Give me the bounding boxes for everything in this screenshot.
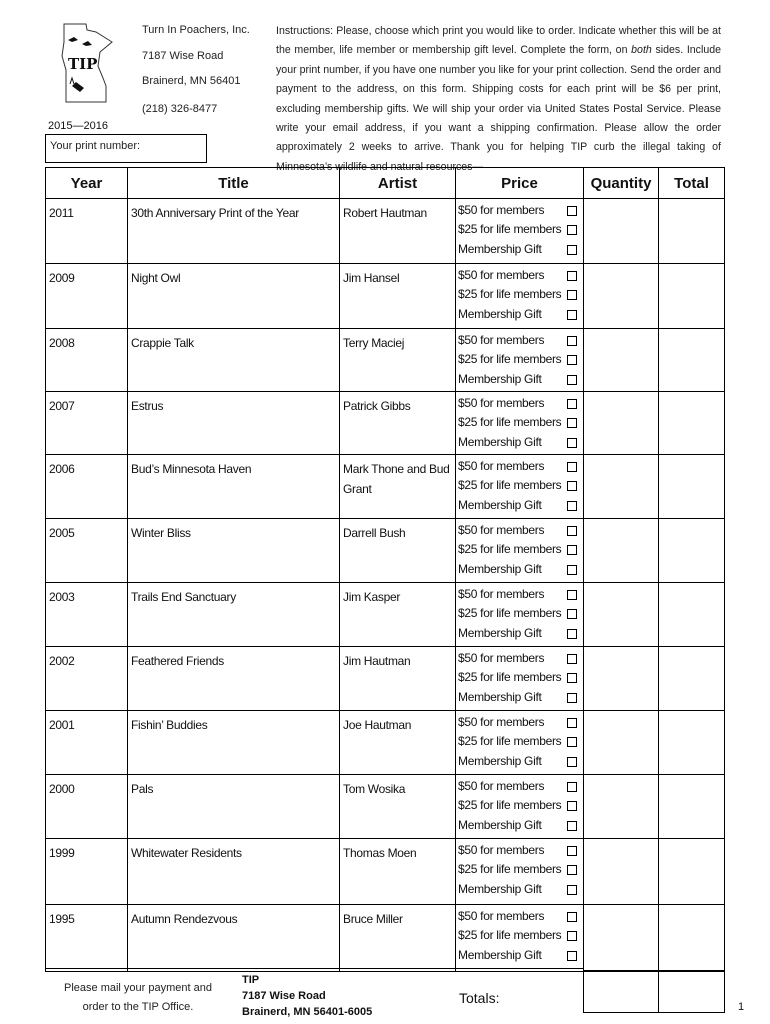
artist-cell-text: Darrell Bush — [343, 526, 406, 540]
artist-cell — [340, 775, 456, 839]
year-cell — [46, 839, 128, 905]
header-title: Title — [128, 168, 340, 199]
title-cell-text: Trails End Sanctuary — [131, 590, 236, 604]
price-option — [456, 350, 583, 369]
quantity-cell[interactable] — [584, 392, 659, 455]
price-option — [456, 370, 583, 389]
price-option-checkbox[interactable] — [567, 718, 577, 728]
artist-cell — [340, 264, 456, 329]
table-row — [46, 199, 725, 264]
price-option-label: $25 for life members — [458, 862, 562, 877]
price-option — [456, 668, 583, 687]
price-option-label: $50 for members — [458, 909, 545, 923]
price-option — [456, 331, 583, 350]
price-option — [456, 946, 583, 965]
price-option-label: $50 for members — [458, 651, 545, 665]
address-street: 7187 Wise Road — [242, 990, 326, 1002]
price-cell — [456, 519, 584, 583]
season-label: 2015—2016 — [48, 120, 108, 132]
org-street: 7187 Wise Road — [142, 50, 224, 62]
quantity-cell[interactable] — [584, 711, 659, 775]
price-option — [456, 476, 583, 495]
year-cell — [46, 392, 128, 455]
mail-line-2: order to the TIP Office. — [82, 1001, 194, 1013]
price-option-checkbox[interactable] — [567, 245, 577, 255]
print-number-field[interactable] — [45, 134, 207, 163]
artist-cell — [340, 519, 456, 583]
print-number-label: Your print number: — [50, 140, 141, 152]
price-option — [456, 285, 583, 304]
quantity-cell[interactable] — [584, 519, 659, 583]
price-option-label: $25 for life members — [458, 606, 562, 621]
title-cell-text: Estrus — [131, 399, 164, 413]
price-cell — [456, 199, 584, 264]
quantity-cell[interactable] — [584, 329, 659, 392]
year-cell-text: 2008 — [49, 336, 75, 350]
price-option-checkbox[interactable] — [567, 438, 577, 448]
price-option-label: $25 for life members — [458, 670, 562, 685]
price-cell — [456, 839, 584, 905]
tip-logo — [56, 22, 116, 104]
address-city: Brainerd, MN 56401-6005 — [242, 1006, 373, 1018]
price-option-checkbox[interactable] — [567, 654, 577, 664]
price-cell — [456, 455, 584, 519]
price-cell — [456, 329, 584, 392]
table-row — [46, 519, 725, 583]
header-artist: Artist — [340, 168, 456, 199]
mail-line-1: Please mail your payment and — [64, 982, 212, 994]
title-cell-text: Crappie Talk — [131, 336, 194, 350]
price-option-checkbox[interactable] — [567, 912, 577, 922]
price-option-checkbox[interactable] — [567, 673, 577, 683]
artist-cell — [340, 583, 456, 647]
year-cell-text: 2001 — [49, 718, 75, 732]
price-option — [456, 604, 583, 623]
price-option-label: Membership Gift — [458, 306, 542, 321]
price-cell — [456, 264, 584, 329]
title-cell-text: Pals — [131, 782, 154, 796]
price-option — [456, 926, 583, 945]
table-row — [46, 455, 725, 519]
total-cell[interactable] — [659, 329, 725, 392]
price-option-checkbox[interactable] — [567, 225, 577, 235]
price-option-label: $25 for life members — [458, 928, 562, 943]
year-cell-text: 2007 — [49, 399, 75, 413]
title-cell — [128, 775, 340, 839]
price-option-label: $50 for members — [458, 459, 545, 473]
price-option-checkbox[interactable] — [567, 375, 577, 385]
year-cell-text: 2002 — [49, 654, 75, 668]
price-option-label: $50 for members — [458, 396, 545, 410]
artist-cell — [340, 905, 456, 972]
artist-cell-text: Tom Wosika — [343, 782, 406, 796]
price-option-checkbox[interactable] — [567, 310, 577, 320]
mailing-address — [242, 972, 372, 1020]
price-option-label: $50 for members — [458, 715, 545, 729]
title-cell — [128, 264, 340, 329]
price-option — [456, 841, 583, 860]
price-option-label: Membership Gift — [458, 434, 542, 449]
title-cell — [128, 839, 340, 905]
price-option — [456, 240, 583, 259]
price-option — [456, 220, 583, 239]
title-cell — [128, 455, 340, 519]
price-option-label: Membership Gift — [458, 371, 542, 386]
price-option-checkbox[interactable] — [567, 737, 577, 747]
title-cell-text: Winter Bliss — [131, 526, 191, 540]
price-option — [456, 732, 583, 751]
title-cell — [128, 392, 340, 455]
total-cell[interactable] — [659, 519, 725, 583]
price-option — [456, 649, 583, 668]
price-option-label: Membership Gift — [458, 625, 542, 640]
price-option-label: Membership Gift — [458, 947, 542, 962]
quantity-cell[interactable] — [584, 905, 659, 972]
price-option-label: Membership Gift — [458, 881, 542, 896]
year-cell-text: 1999 — [49, 846, 75, 860]
table-header-row — [46, 168, 725, 199]
total-cell[interactable] — [659, 647, 725, 711]
org-phone: (218) 326-8477 — [142, 103, 218, 115]
order-table-body — [46, 199, 725, 972]
artist-cell-text: Terry Maciej — [343, 336, 405, 350]
price-option — [456, 560, 583, 579]
price-option-label: $50 for members — [458, 587, 545, 601]
price-option — [456, 433, 583, 452]
price-option-checkbox[interactable] — [567, 462, 577, 472]
title-cell — [128, 583, 340, 647]
price-option — [456, 713, 583, 732]
artist-cell-text: Jim Hansel — [343, 271, 400, 285]
title-cell — [128, 329, 340, 392]
artist-cell — [340, 647, 456, 711]
price-option-checkbox[interactable] — [567, 865, 577, 875]
table-row — [46, 905, 725, 972]
price-option-label: $25 for life members — [458, 287, 562, 302]
price-option-checkbox[interactable] — [567, 951, 577, 961]
instructions-emphasis: both — [631, 44, 652, 57]
price-option — [456, 413, 583, 432]
price-option-checkbox[interactable] — [567, 629, 577, 639]
price-option-checkbox[interactable] — [567, 693, 577, 703]
price-option — [456, 305, 583, 324]
artist-cell — [340, 199, 456, 264]
price-option-label: $50 for members — [458, 268, 545, 282]
price-option — [456, 777, 583, 796]
price-option-checkbox[interactable] — [567, 271, 577, 281]
title-cell-text: Autumn Rendezvous — [131, 912, 238, 926]
total-cell[interactable] — [659, 264, 725, 329]
year-cell-text: 2005 — [49, 526, 75, 540]
price-option — [456, 816, 583, 835]
price-option — [456, 201, 583, 220]
price-option — [456, 266, 583, 285]
quantity-cell[interactable] — [584, 455, 659, 519]
price-option — [456, 860, 583, 879]
price-option-checkbox[interactable] — [567, 609, 577, 619]
price-option-checkbox[interactable] — [567, 336, 577, 346]
price-option-label: Membership Gift — [458, 561, 542, 576]
artist-cell — [340, 329, 456, 392]
order-table — [45, 167, 725, 972]
price-option-label: $25 for life members — [458, 415, 562, 430]
year-cell-text: 2011 — [49, 206, 74, 220]
header-total: Total — [659, 168, 725, 199]
price-option-checkbox[interactable] — [567, 206, 577, 216]
title-cell-text: Whitewater Residents — [131, 846, 242, 860]
total-cell[interactable] — [659, 905, 725, 972]
year-cell — [46, 519, 128, 583]
year-cell — [46, 647, 128, 711]
artist-cell-text: Jim Kasper — [343, 590, 401, 604]
price-option-checkbox[interactable] — [567, 782, 577, 792]
title-cell-text: Night Owl — [131, 271, 181, 285]
price-option-label: $25 for life members — [458, 542, 562, 557]
price-option-checkbox[interactable] — [567, 846, 577, 856]
price-option-label: Membership Gift — [458, 753, 542, 768]
price-option — [456, 496, 583, 515]
quantity-cell[interactable] — [584, 264, 659, 329]
price-option-label: $25 for life members — [458, 734, 562, 749]
title-cell — [128, 199, 340, 264]
quantity-cell[interactable] — [584, 583, 659, 647]
price-option-label: $50 for members — [458, 779, 545, 793]
table-row — [46, 839, 725, 905]
price-option-checkbox[interactable] — [567, 355, 577, 365]
price-cell — [456, 392, 584, 455]
artist-cell-text: Joe Hautman — [343, 718, 412, 732]
totals-label: Totals: — [459, 990, 500, 1006]
artist-cell-text: Jim Hautman — [343, 654, 411, 668]
price-option-label: $25 for life members — [458, 478, 562, 493]
price-option-checkbox[interactable] — [567, 526, 577, 536]
price-option-label: $50 for members — [458, 203, 545, 217]
price-option-label: Membership Gift — [458, 689, 542, 704]
footer-rule — [45, 968, 583, 969]
total-cell[interactable] — [659, 839, 725, 905]
price-option-label: $25 for life members — [458, 222, 562, 237]
title-cell-text: 30th Anniversary Print of the Year — [131, 206, 299, 220]
total-cell[interactable] — [659, 199, 725, 264]
year-cell — [46, 905, 128, 972]
instructions — [276, 22, 721, 177]
address-name: TIP — [242, 974, 260, 986]
price-option-checkbox[interactable] — [567, 590, 577, 600]
title-cell-text: Feathered Friends — [131, 654, 224, 668]
header-quantity: Quantity — [584, 168, 659, 199]
artist-cell — [340, 711, 456, 775]
table-row — [46, 583, 725, 647]
price-option — [456, 796, 583, 815]
year-cell-text: 2009 — [49, 271, 75, 285]
price-option — [456, 540, 583, 559]
price-option-label: $50 for members — [458, 333, 545, 347]
price-option-checkbox[interactable] — [567, 821, 577, 831]
price-option — [456, 624, 583, 643]
price-cell — [456, 775, 584, 839]
year-cell-text: 1995 — [49, 912, 75, 926]
artist-cell-text: Bruce Miller — [343, 912, 403, 926]
price-option-label: Membership Gift — [458, 497, 542, 512]
price-option-label: $25 for life members — [458, 352, 562, 367]
artist-cell — [340, 392, 456, 455]
mail-instructions — [48, 979, 228, 1017]
price-option — [456, 457, 583, 476]
year-cell — [46, 455, 128, 519]
year-cell — [46, 583, 128, 647]
total-cell[interactable] — [659, 392, 725, 455]
year-cell — [46, 775, 128, 839]
title-cell — [128, 647, 340, 711]
total-quantity-field[interactable] — [583, 970, 659, 1013]
total-cell[interactable] — [659, 455, 725, 519]
price-option-label: Membership Gift — [458, 817, 542, 832]
price-option-label: $50 for members — [458, 523, 545, 537]
price-option-checkbox[interactable] — [567, 931, 577, 941]
total-amount-field[interactable] — [658, 970, 725, 1013]
price-option-checkbox[interactable] — [567, 290, 577, 300]
artist-cell — [340, 455, 456, 519]
price-option-label: $50 for members — [458, 843, 545, 857]
total-cell[interactable] — [659, 583, 725, 647]
title-cell — [128, 519, 340, 583]
price-option — [456, 688, 583, 707]
table-row — [46, 392, 725, 455]
table-row — [46, 711, 725, 775]
title-cell — [128, 711, 340, 775]
header-year: Year — [46, 168, 128, 199]
artist-cell-text: Robert Hautman — [343, 206, 427, 220]
total-cell[interactable] — [659, 775, 725, 839]
quantity-cell[interactable] — [584, 839, 659, 905]
price-option-checkbox[interactable] — [567, 399, 577, 409]
artist-cell-text: Patrick Gibbs — [343, 399, 411, 413]
price-option — [456, 907, 583, 926]
price-option-label: Membership Gift — [458, 241, 542, 256]
year-cell-text: 2006 — [49, 462, 75, 476]
artist-cell-text: Mark Thone and Bud Grant — [343, 462, 450, 496]
header-price: Price — [456, 168, 584, 199]
price-option-checkbox[interactable] — [567, 481, 577, 491]
price-cell — [456, 905, 584, 972]
price-option — [456, 585, 583, 604]
price-option-checkbox[interactable] — [567, 885, 577, 895]
title-cell-text: Bud’s Minnesota Haven — [131, 462, 252, 476]
price-option-checkbox[interactable] — [567, 757, 577, 767]
price-cell — [456, 583, 584, 647]
quantity-cell[interactable] — [584, 199, 659, 264]
artist-cell-text: Thomas Moen — [343, 846, 417, 860]
table-row — [46, 329, 725, 392]
logo-text: TIP — [68, 55, 98, 73]
org-city: Brainerd, MN 56401 — [142, 75, 241, 87]
year-cell-text: 2003 — [49, 590, 75, 604]
title-cell-text: Fishin’ Buddies — [131, 718, 208, 732]
price-option — [456, 880, 583, 899]
price-cell — [456, 711, 584, 775]
instructions-part1: Instructions: Please, choose which print you would like to order. Indicate whether this will be at the member, life member or membership gift level. Complete the form, on — [276, 25, 721, 57]
year-cell-text: 2000 — [49, 782, 75, 796]
total-cell[interactable] — [659, 711, 725, 775]
table-row — [46, 775, 725, 839]
instructions-part2: sides. Include your print number, if you have one number you like for your print collection. Send the order and payment to the address, on this form. Shipping costs for each print will be $6 per print, excluding membership gifts. We will ship your order via United States Postal Service. Please write your email address, if you want a shipping confirmation. Please allow the order approximately 2 weeks to arrive. Thank you for helping TIP curb the illegal taking of Minnesota’s wildlife and natural resources— — [276, 44, 721, 173]
quantity-cell[interactable] — [584, 647, 659, 711]
org-name: Turn In Poachers, Inc. — [142, 24, 250, 36]
table-row — [46, 264, 725, 329]
price-option-checkbox[interactable] — [567, 418, 577, 428]
year-cell — [46, 711, 128, 775]
year-cell — [46, 199, 128, 264]
price-option-checkbox[interactable] — [567, 545, 577, 555]
quantity-cell[interactable] — [584, 775, 659, 839]
price-option-checkbox[interactable] — [567, 801, 577, 811]
price-option — [456, 521, 583, 540]
artist-cell — [340, 839, 456, 905]
table-row — [46, 647, 725, 711]
price-option-label: $25 for life members — [458, 798, 562, 813]
year-cell — [46, 329, 128, 392]
price-option — [456, 752, 583, 771]
price-option-checkbox[interactable] — [567, 565, 577, 575]
price-option — [456, 394, 583, 413]
price-cell — [456, 647, 584, 711]
price-option-checkbox[interactable] — [567, 501, 577, 511]
year-cell — [46, 264, 128, 329]
page-number: 1 — [738, 1001, 745, 1013]
title-cell — [128, 905, 340, 972]
